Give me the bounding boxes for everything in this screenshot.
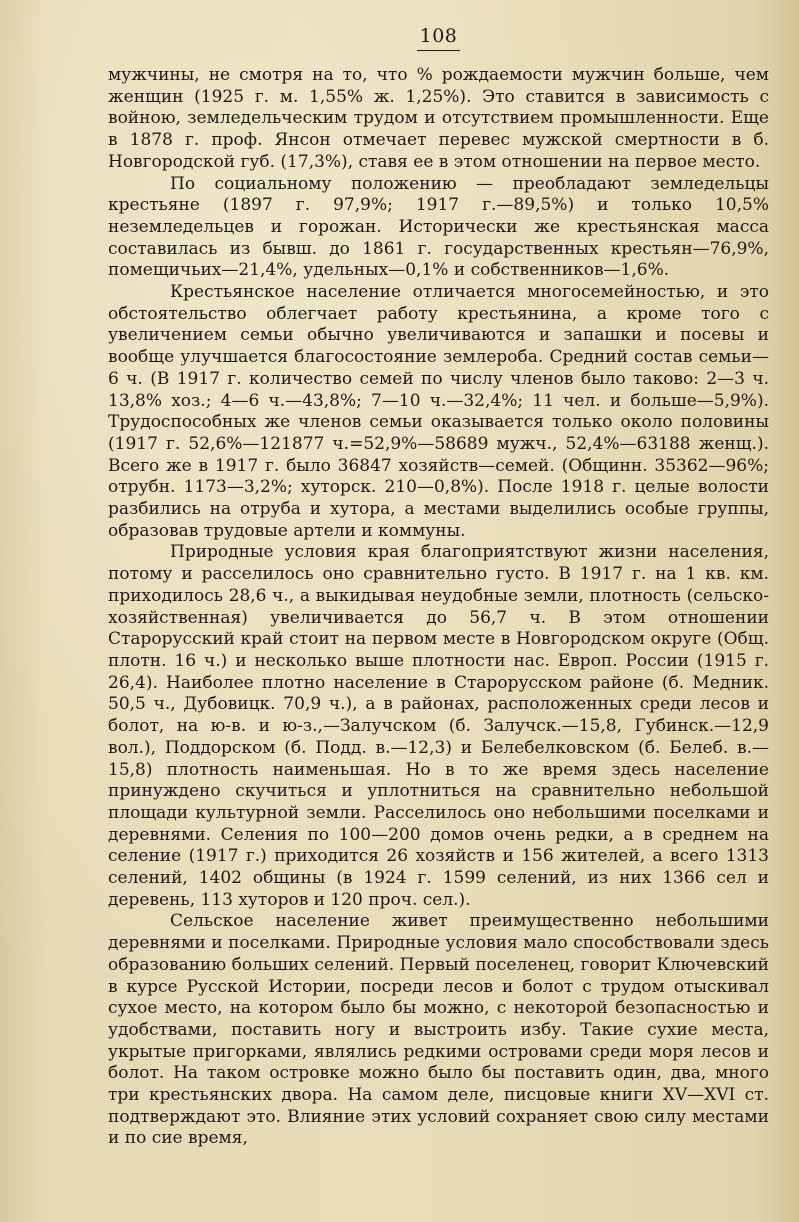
paragraph: Сельское население живет преимущественно небольшими деревнями и поселками. Природные условия мало способствовали здесь образованию больших селений. Первый поселенец, говорит Ключевский в курсе Русской Истории, посреди лесов и болот с трудом отыскивал сухое место, на котором было бы можно, с некоторой безопасностью и удобствами, поставить ногу и выстроить избу. Такие сухие места, укрытые пригорками, являлись редкими островами среди моря лесов и болот. На таком островке можно было бы поставить один, два, много три крестьянских двора. На самом деле, писцовые книги XV—XVI ст. подтверждают это. Влияние этих условий сохраняет свою силу местами и по сие время, xyxy=(108,911,769,1149)
page-number: 108 xyxy=(108,22,769,51)
paragraph: Природные условия края благоприятствуют жизни населения, потому и расселилось оно сравнительно густо. В 1917 г. на 1 кв. км. приходилось 28,6 ч., а выкидывая неудобные земли, плотность (сельско-хозяйственная) увеличивается до 56,7 ч. В этом отношении Старорусский край стоит на первом месте в Новгородском округе (Общ. плотн. 16 ч.) и несколько выше плотности нас. Европ. России (1915 г. 26,4). Наиболее плотно население в Старорусском районе (б. Медник. 50,5 ч., Дубовицк. 70,9 ч.), а в районах, расположенных среди лесов и болот, на ю-в. и ю-з.,—Залучском (б. Залучск.—15,8, Губинск.—12,9 вол.), Поддорском (б. Подд. в.—12,3) и Белебелковском (б. Белеб. в.—15,8) плотность наименьшая. Но в то же время здесь население принуждено скучиться и уплотниться на сравнительно небольшой площади культурной земли. Расселилось оно небольшими поселками и деревнями. Селения по 100—200 домов очень редки, а в среднем на селение (1917 г.) приходится 26 хозяйств и 156 жителей, а всего 1313 селений, 1402 общины (в 1924 г. 1599 селений, из них 1366 сел и деревень, 113 хуторов и 120 проч. сел.). xyxy=(108,542,769,910)
body-text xyxy=(108,65,769,1150)
paragraph: По социальному положению — преобладают земледельцы крестьяне (1897 г. 97,9%; 1917 г.—89,5%) и только 10,5% неземледельцев и горожан. Исторически же крестьянская масса составилась из бывш. до 1861 г. государственных крестьян—76,9%, помещичьих—21,4%, удельных—0,1% и собственников—1,6%. xyxy=(108,173,769,281)
paragraph: мужчины, не смотря на то, что % рождаемости мужчин больше, чем женщин (1925 г. м. 1,55% ж. 1,25%). Это ставится в зависимость с войною, земледельческим трудом и отсутствием промышленности. Еще в 1878 г. проф. Янсон отмечает перевес мужской смертности в б. Новгородской губ. (17,3%), ставя ее в этом отношении на первое место. xyxy=(108,65,769,172)
paragraph: Крестьянское население отличается многосемейностью, и это обстоятельство облегчает работу крестьянина, а кроме того с увеличением семьи обычно увеличиваются и запашки и посевы и вообще улучшается благосостояние землероба. Средний состав семьи—6 ч. (В 1917 г. количество семей по числу членов было таково: 2—3 ч. 13,8% хоз.; 4—6 ч.—43,8%; 7—10 ч.—32,4%; 11 чел. и больше—5,9%). Трудоспособных же членов семьи оказывается только около половины (1917 г. 52,6%—121877 ч.=52,9%—58689 мужч., 52,4%—63188 женщ.). Всего же в 1917 г. было 36847 хозяйств—семей. (Общинн. 35362—96%; отрубн. 1173—3,2%; хуторск. 210—0,8%). После 1918 г. целые волости разбились на отруба и хутора, а местами выделились особые группы, образовав трудовые артели и коммуны. xyxy=(108,282,769,541)
